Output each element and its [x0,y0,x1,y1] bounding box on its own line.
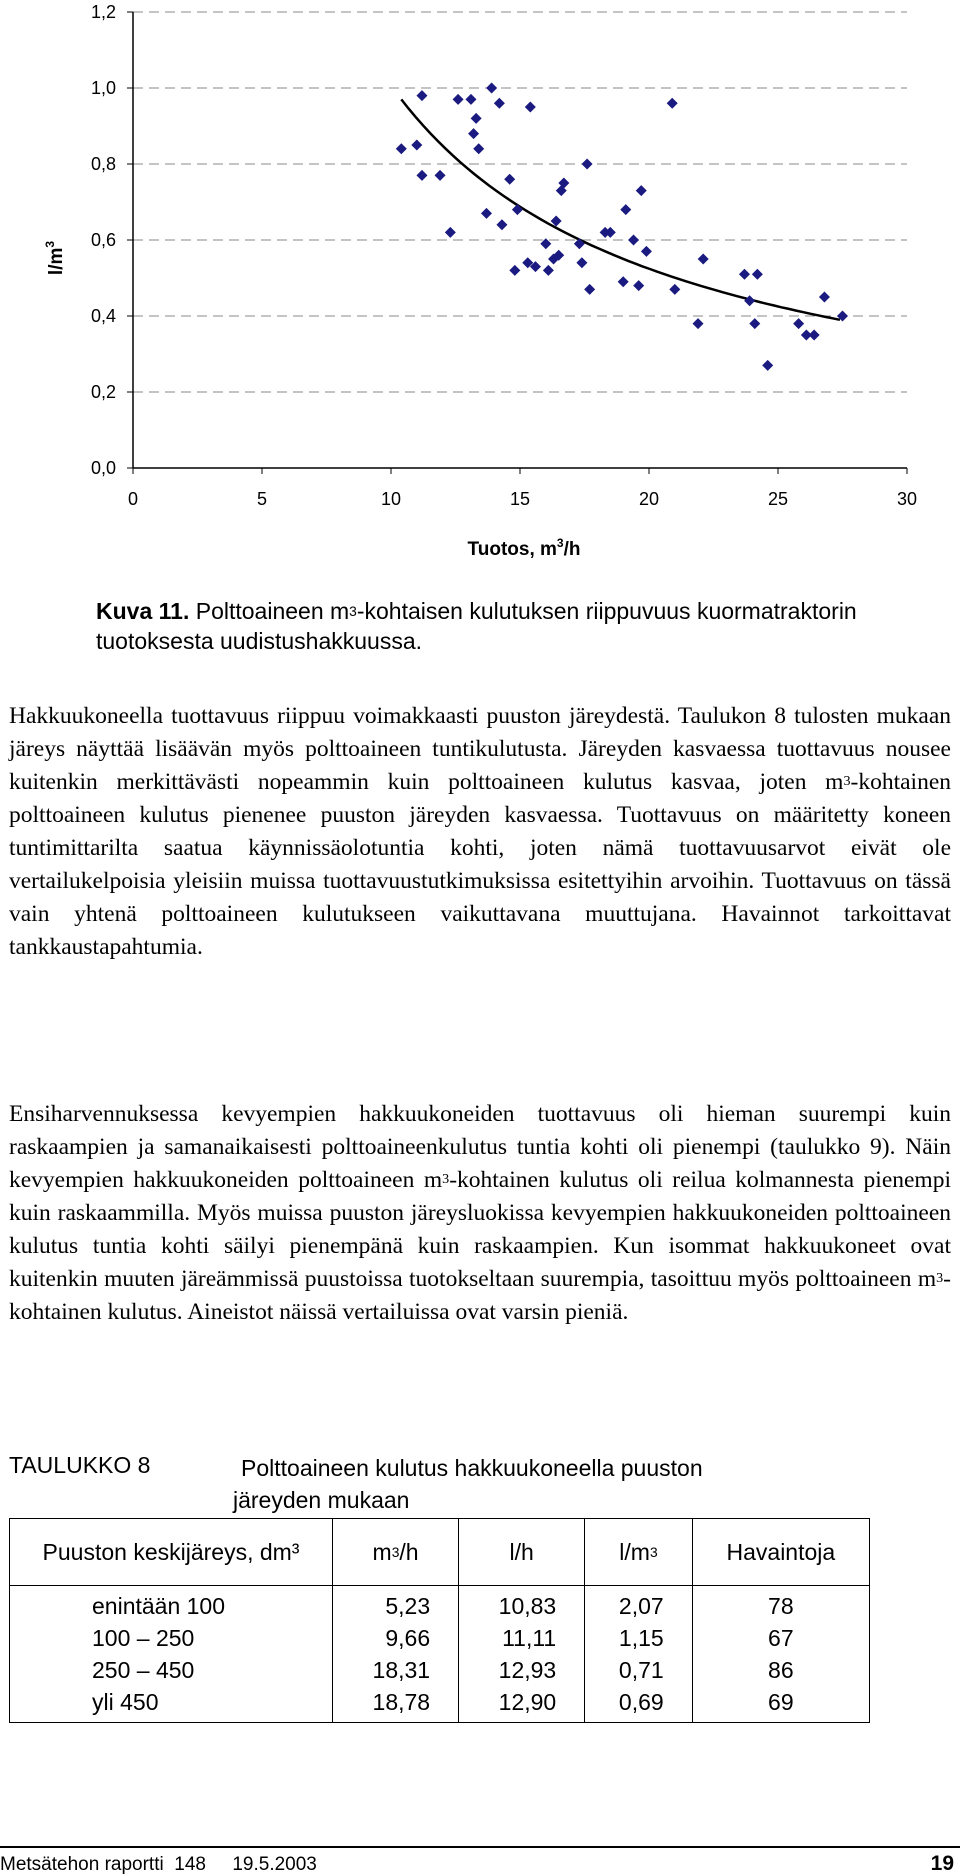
data-point [543,265,554,276]
fuel-consumption-table [9,1518,870,1723]
data-point [628,235,639,246]
data-point [471,113,482,124]
page-number: 19 [930,1852,954,1875]
header-m3-per-h: $m^3/h$ [333,1519,459,1586]
figure-caption: Kuva 11. Polttoaineen $m^3$-kohtaisen kulutuksen riippuvuus kuormatraktorin tuotoksesta uudistushakkuussa. [96,598,857,654]
table-header-row [10,1519,870,1586]
data-point [486,83,497,94]
data-point [739,269,750,280]
data-point [509,265,520,276]
data-points [396,83,848,371]
footer-rule [0,1846,960,1848]
data-point [396,143,407,154]
y-tick-label: 1,2 [90,2,116,22]
y-tick-label: 0,0 [90,458,116,478]
data-point [819,292,830,303]
data-point [620,204,631,215]
y-tick-label: 0,2 [90,382,116,402]
data-point [809,330,820,341]
data-point [453,94,464,105]
x-tick-label: 15 [509,489,531,509]
header-diameter: Puuston keskijäreys, dm³ [10,1519,333,1586]
y-tick-labels [91,2,133,478]
table-row: 100 – 250 9,66 11,11 1,15 67 [10,1622,870,1654]
data-point [465,94,476,105]
data-point [525,102,536,113]
data-point [762,360,773,371]
data-point [416,170,427,181]
header-observations: Havaintoja [692,1519,869,1586]
table-row: 250 – 450 18,31 12,93 0,71 86 [10,1654,870,1686]
data-point [793,318,804,329]
x-tick-labels [128,468,917,509]
data-point [584,284,595,295]
y-tick-label: 0,8 [90,154,116,174]
data-point [633,280,644,291]
data-point [698,254,709,265]
header-l-per-h: l/h [459,1519,585,1586]
x-tick-label: 25 [767,489,789,509]
data-point [435,170,446,181]
data-point [481,208,492,219]
paragraph-productivity: Hakkuukoneella tuottavuus riippuu voimakkaasti puuston järeydestä. Taulukon 8 tulosten mukaan järeys näyttää lisäävän myös polttoaineen tuntikulutusta. Järeyden kasvaessa tuottavuus nousee kuitenkin merkittävästi nopeammin kuin polttoaineen kulutus kasvaa, joten $m^3$-kohtainen polttoaineen kulutus pienenee puuston järeyden kasvaessa. Tuottavuus on määritetty koneen tuntimittarilta saatua käynnissäolotuntia kohti, joten nämä tuottavuusarvot eivät ole vertailukelpoisia yleisiin muissa tuottavuustutkimuksissa esitettyihin arvoihin. Tuottavuus on tässä vain yhtenä polttoaineen kulutukseen vaikuttavana muuttujana. Havainnot tarkoittavat tankkaustapahtumia. [9,703,951,960]
data-point [693,318,704,329]
x-tick-label: 20 [638,489,660,509]
data-point [504,174,515,185]
x-tick-label: 30 [896,489,918,509]
data-point [512,204,523,215]
y-tick-label: 1,0 [90,78,116,98]
data-point [744,295,755,306]
x-tick-label: 5 [256,489,268,509]
data-point [416,90,427,101]
x-tick-label: 10 [380,489,402,509]
table-title: Polttoaineen kulutus hakkuukoneella puuston järeyden mukaan [233,1455,703,1513]
table-label: TAULUKKO 8 [9,1452,151,1478]
scatter-chart [0,0,960,570]
data-point [494,98,505,109]
header-l-per-m3: $l/m^3$ [585,1519,692,1586]
data-point [749,318,760,329]
table-row: enintään 100 5,23 10,83 2,07 78 [10,1586,870,1623]
paragraph-thinning: Ensiharvennuksessa kevyempien hakkuukoneiden tuottavuus oli hieman suurempi kuin raskaampien ja samanaikaisesti polttoaineenkulutus tuntia kohti oli pienempi (taulukko 9). Näin kevyempien hakkuukoneiden polttoaineen $m^3$-kohtainen kulutus oli reilua kolmannesta pienempi kuin raskaammilla. Myös muissa puuston järeysluokissa kevyempien hakkuukoneiden polttoaineen kulutus tuntia kohti säilyi pienempänä kuin raskaampien. Kun isommat hakkuukoneet ovat kuitenkin muuten järeämmissä puustoissa tuotokseltaan suurempia, tasoittuu myös polttoaineen $m^3$-kohtainen kulutus. Aineistot näissä vertailuissa ovat varsin pieniä. [9,1101,951,1325]
caption-label: Kuva 11. [96,598,190,624]
y-tick-label: 0,6 [90,230,116,250]
table-row: yli 450 18,78 12,90 0,69 69 [10,1686,870,1723]
x-axis-label: Tuotos, $m^3/h$ [467,536,581,560]
data-point [636,185,647,196]
y-tick-label: 0,4 [90,306,116,326]
data-point [473,143,484,154]
data-point [468,128,479,139]
data-point [669,284,680,295]
data-point [445,227,456,238]
y-axis-label: $l/m^3$ [43,240,67,276]
footer-publication: Metsätehon raportti 148 19.5.2003 [0,1854,317,1875]
chart-grid [133,12,907,392]
data-point [641,246,652,257]
data-point [496,219,507,230]
data-point [411,140,422,151]
data-point [667,98,678,109]
x-tick-label: 0 [127,489,139,509]
data-point [618,276,629,287]
data-point [582,159,593,170]
data-point [752,269,763,280]
data-point [576,257,587,268]
